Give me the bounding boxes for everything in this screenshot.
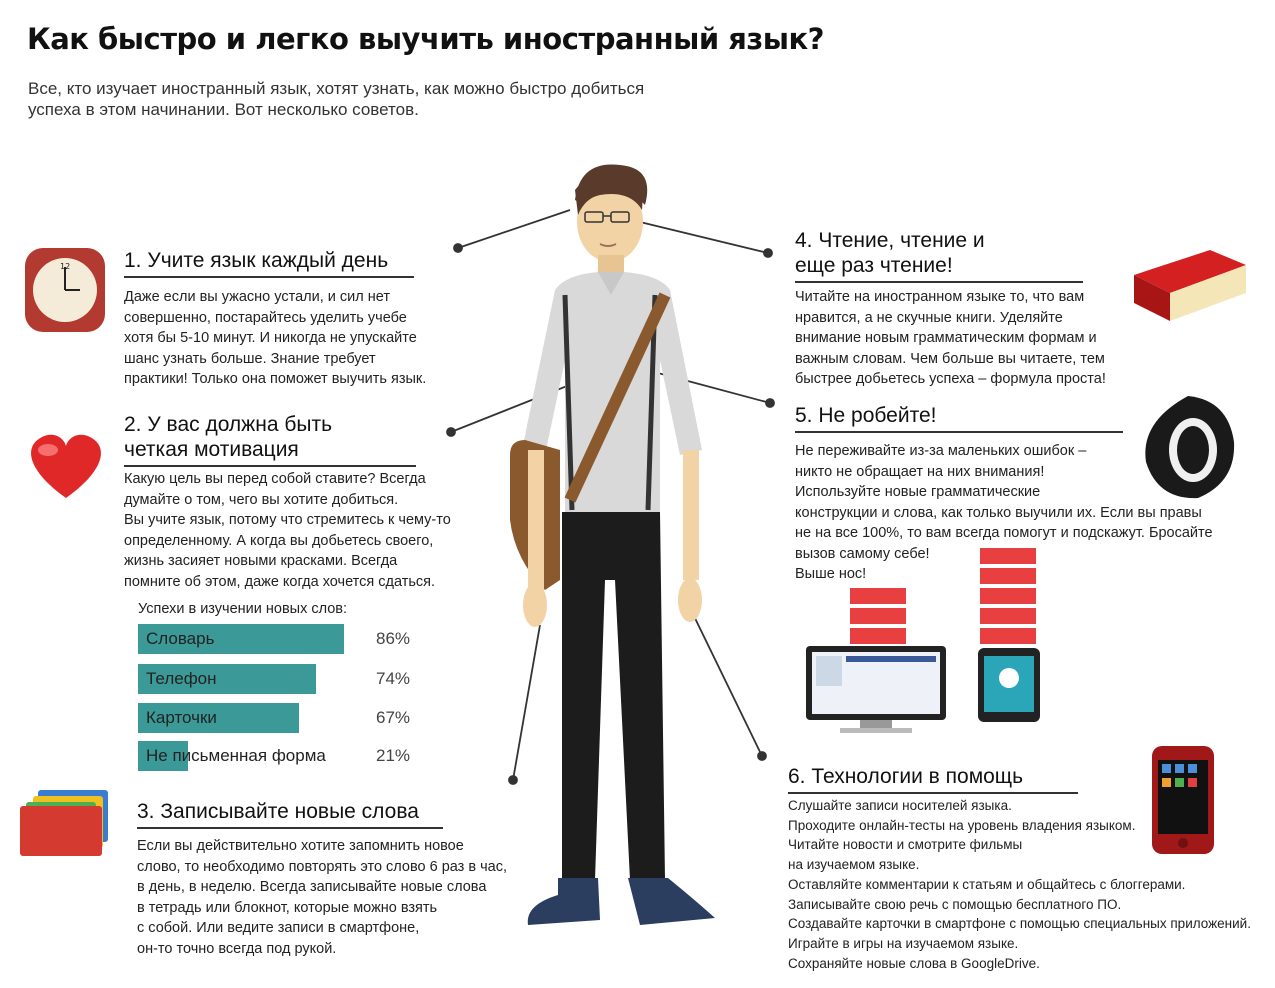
- section-1-heading: 1. Учите язык каждый день: [124, 248, 414, 278]
- chart-bar-value: 86%: [376, 629, 411, 648]
- section-3-text: Если вы действительно хотите запомнить новое слово, то необходимо повторять это слово 6 раз в час, в день, в неделю. Всегда записывайте новые слова в тетрадь или блокнот, которые можно взять с собой. Или ведите записи в смартфоне, он-то точно всегда под рукой.: [137, 838, 507, 957]
- section-3-heading: 3. Записывайте новые слова: [137, 799, 443, 829]
- chart-bar-label: Словарь: [146, 629, 215, 648]
- chart-bar-value: 21%: [376, 746, 411, 765]
- section-5-heading: 5. Не робейте!: [795, 403, 1123, 433]
- chart-bar-row: [138, 624, 428, 654]
- section-5-text: Не переживайте из-за маленьких ошибок – никто не обращает на них внимания! Используйте новые грамматические конструкции и слова, как только выучили их. Если вы правы не на все 100%, то вам всегда помогут и подскажут. Бросайте вызов самому себе! Выше нос!: [795, 443, 1213, 582]
- chart-bar-label: Карточки: [146, 708, 217, 727]
- section-2-text: Какую цель вы перед собой ставите? Всегда думайте о том, чего вы хотите добиться. Вы учите язык, потому что стремитесь к чему-то определенному. А когда вы добьетесь своего, жизнь засияет новыми красками. Всегда помните об этом, даже когда хочется сдаться.: [124, 471, 451, 590]
- section-6-heading: 6. Технологии в помощь: [788, 764, 1078, 794]
- chart-bar-row: [138, 703, 428, 733]
- student-illustration: [490, 160, 750, 940]
- section-4-heading: 4. Чтение, чтение и еще раз чтение!: [795, 228, 1083, 283]
- chart-bar-row: [138, 741, 428, 771]
- chart-bar-label: Телефон: [146, 669, 217, 688]
- book-icon: [1130, 245, 1250, 325]
- chart-bar-value: 67%: [376, 708, 411, 727]
- clock-icon: [22, 245, 108, 335]
- chart-bar-row: [138, 664, 428, 694]
- smartphone-icon: [1150, 744, 1216, 856]
- devices-illustration: [800, 548, 1050, 738]
- lion-icon: [1138, 392, 1238, 502]
- chart-title: Успехи в изучении новых слов:: [138, 601, 348, 617]
- chart-bar-label: Не письменная форма: [146, 746, 326, 765]
- heart-icon: [24, 432, 108, 502]
- chart-bar-value: 74%: [376, 669, 411, 688]
- page-title: Как быстро и легко выучить иностранный язык?: [27, 22, 824, 56]
- section-1-text: Даже если вы ужасно устали, и сил нет совершенно, постарайтесь уделить учебе хотя бы 5-10 минут. И никогда не упускайте шанс узнать больше. Знание требует практики! Только она поможет выучить язык.: [124, 289, 427, 387]
- section-2-heading: 2. У вас должна быть четкая мотивация: [124, 412, 416, 467]
- section-6-text: Слушайте записи носителей языка. Проходите онлайн-тесты на уровень владения языком. Читайте новости и смотрите фильмы на изучаемом языке. Оставляйте комментарии к статьям и общайтесь с блоггерами. Записывайте свою речь с помощью бесплатного ПО. Создавайте карточки в смартфоне с помощью специальных приложений. Играйте в игры на изучаемом языке. Сохраняйте новые слова в GoogleDrive.: [788, 798, 1251, 971]
- section-4-text: Читайте на иностранном языке то, что вам нравится, а не скучные книги. Уделяйте внимание новым грамматическим формам и важным словам. Чем больше вы читаете, тем быстрее добьетесь успеха – формула проста!: [795, 289, 1106, 387]
- folders-icon: [18, 788, 118, 858]
- intro-text: Все, кто изучает иностранный язык, хотят узнать, как можно быстро добиться успеха в этом начинании. Вот несколько советов.: [28, 79, 645, 119]
- svg-text:12: 12: [60, 262, 71, 271]
